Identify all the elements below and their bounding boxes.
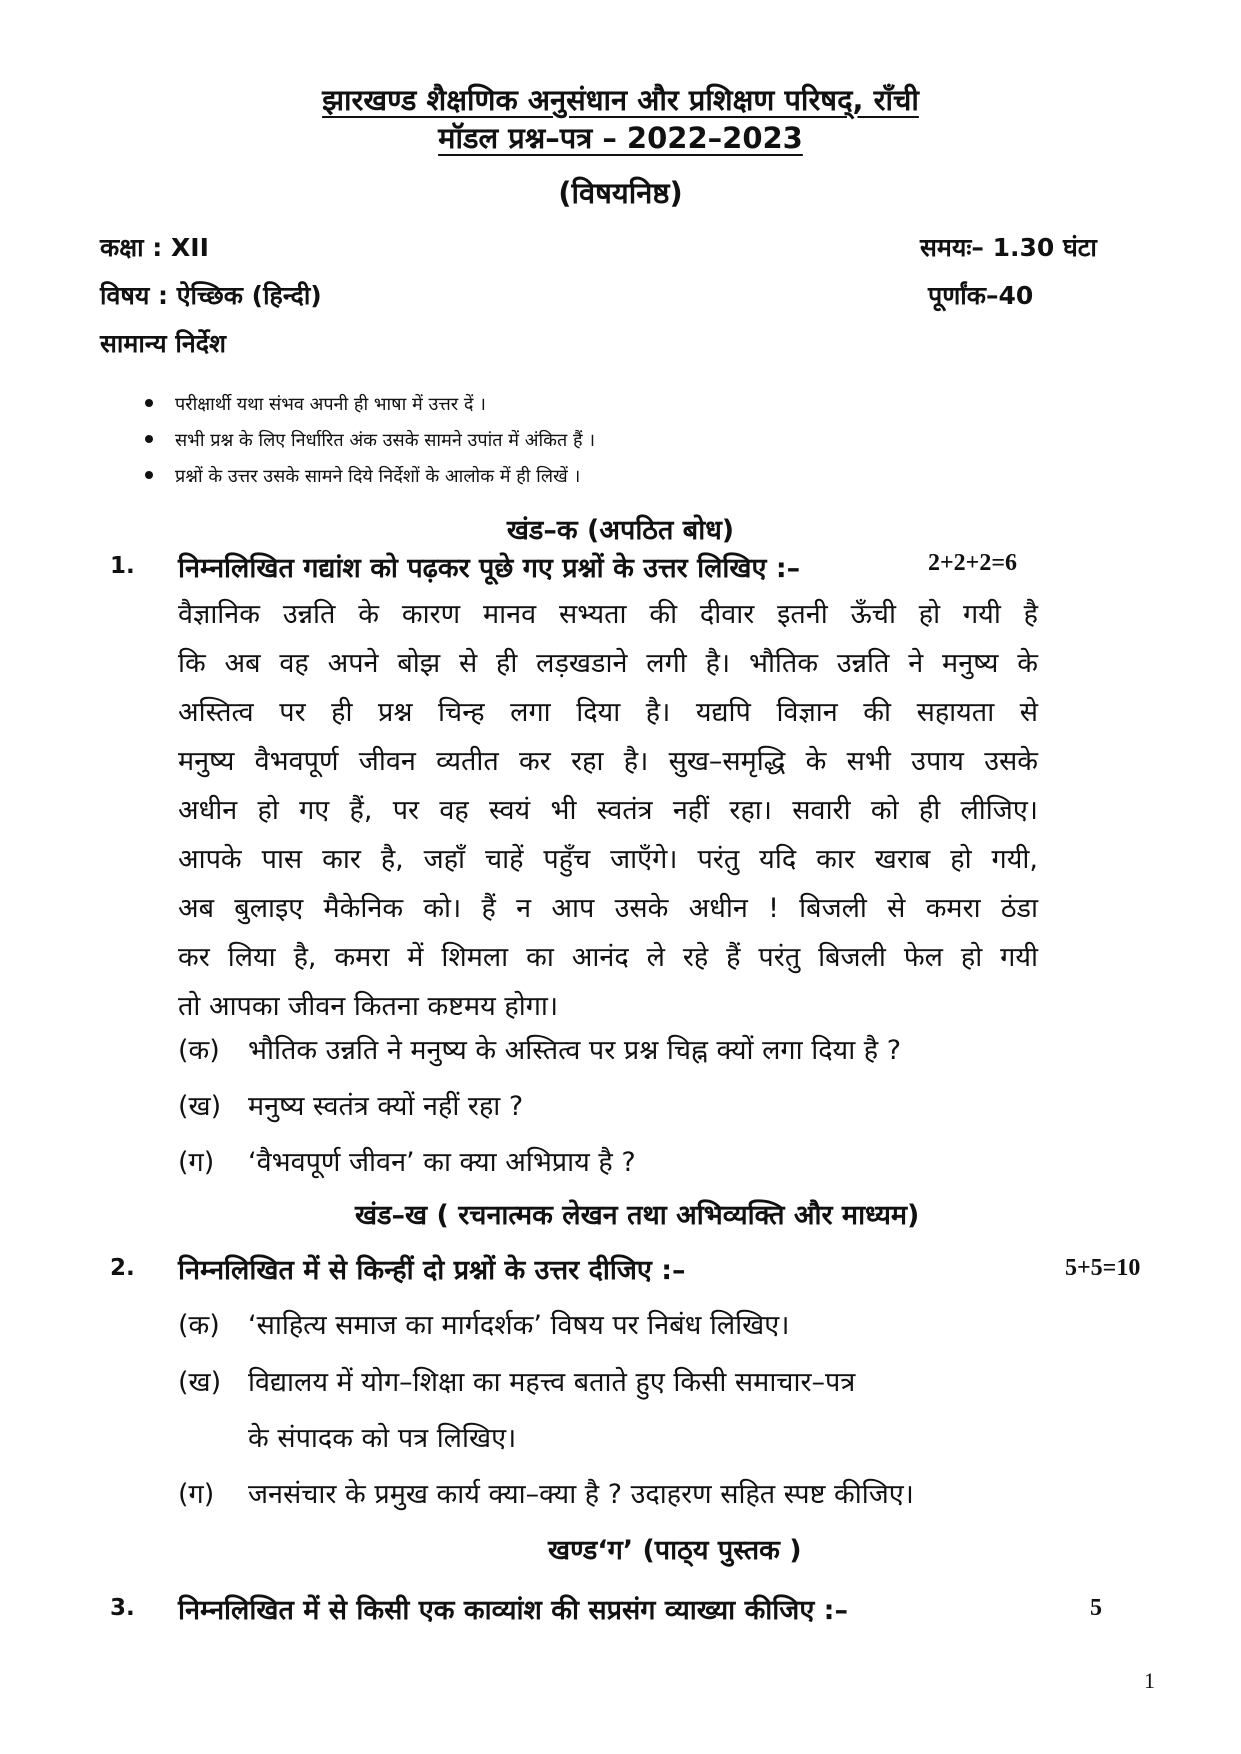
subquestion-text: ‘वैभवपूर्ण जीवन’ का क्या अभिप्राय है ? (248, 1147, 636, 1178)
bullet-icon (145, 435, 153, 443)
subquestion-text: भौतिक उन्नति ने मनुष्य के अस्तित्व पर प्रश्न चिह्न क्यों लगा दिया है ? (248, 1035, 902, 1066)
question-1-number: 1. (110, 553, 135, 579)
time-label: समयः– 1.30 घंटा (920, 233, 1097, 262)
question-2-number: 2. (110, 1255, 135, 1281)
subquestion-1a (178, 1030, 901, 1067)
marks-label: पूर्णांक–40 (928, 281, 1034, 310)
subquestion-text: मनुष्य स्वतंत्र क्यों नहीं रहा ? (248, 1091, 524, 1122)
subquestion-text: जनसंचार के प्रमुख कार्य क्या–क्या है ? उदाहरण सहित स्पष्ट कीजिए। (248, 1479, 914, 1510)
passage-line: कर लिया है, कमरा में शिमला का आनंद ले रहे हैं परंतु बिजली फेल हो गयी (178, 942, 1038, 973)
instruction-item: परीक्षार्थी यथा संभव अपनी ही भाषा में उत्तर दें । (145, 392, 486, 416)
subquestion-1b (178, 1086, 523, 1123)
bullet-icon (145, 399, 153, 407)
passage (178, 590, 1038, 1031)
instruction-item: सभी प्रश्न के लिए निर्धारित अंक उसके सामने उपांत में अंकित हैं । (145, 428, 595, 452)
question-1-marks: 2+2+2=6 (928, 550, 1018, 576)
question-2-marks: 5+5=10 (1065, 1255, 1141, 1281)
subquestion-label: (ग) (178, 1479, 215, 1510)
subquestion-label: (क) (178, 1310, 220, 1341)
subquestion-2b (178, 1362, 855, 1399)
question-3-marks: 5 (1090, 1595, 1102, 1621)
paper-type: (विषयनिष्ठ) (558, 176, 683, 210)
passage-line: तो आपका जीवन कितना कष्टमय होगा। (178, 991, 559, 1022)
instructions-title: सामान्य निर्देश (100, 329, 227, 358)
passage-line: मनुष्य वैभवपूर्ण जीवन व्यतीत कर रहा है। सुख–समृद्धि के सभी उपाय उसके (178, 746, 1038, 777)
subquestion-2b-continued: के संपादक को पत्र लिखिए। (248, 1423, 517, 1454)
subquestion-label: (ख) (178, 1091, 222, 1122)
passage-line: अधीन हो गए हैं, पर वह स्वयं भी स्वतंत्र नहीं रहा। सवारी को ही लीजिए। (178, 795, 1038, 826)
question-1-text: निम्नलिखित गद्यांश को पढ़कर पूछे गए प्रश्नों के उत्तर लिखिए :– (178, 553, 801, 584)
council-title: झारखण्ड शैक्षणिक अनुसंधान और प्रशिक्षण परिषद्, राँची (322, 83, 919, 117)
page-number: 1 (1144, 1668, 1155, 1693)
question-2-text: निम्नलिखित में से किन्हीं दो प्रश्नों के उत्तर दीजिए :– (178, 1255, 686, 1286)
subquestion-2a (178, 1305, 789, 1342)
section-c-title: खण्ड‘ग’ (पाठ्‌य पुस्तक ) (548, 1535, 802, 1566)
paper-title: मॉडल प्रश्न–पत्र – 2022–2023 (438, 121, 803, 155)
question-3-text: निम्नलिखित में से किसी एक काव्यांश की सप्रसंग व्याख्या कीजिए :– (178, 1595, 848, 1626)
passage-line: अब बुलाइए मैकेनिक को। हैं न आप उसके अधीन ! बिजली से कमरा ठंडा (178, 893, 1038, 924)
section-a-title: खंड–क (अपठित बोध) (506, 515, 735, 546)
section-b-title: खंड–ख ( रचनात्मक लेखन तथा अभिव्यक्ति और माध्यम) (355, 1200, 920, 1231)
passage-line: आपके पास कार है, जहाँ चाहें पहुँच जाएँगे। परंतु यदि कार खराब हो गयी, (178, 844, 1038, 875)
class-label: कक्षा : XII (100, 233, 209, 262)
instruction-item: प्रश्नों के उत्तर उसके सामने दिये निर्देशों के आलोक में ही लिखें । (145, 464, 580, 488)
passage-line: कि अब वह अपने बोझ से ही लड़खडाने लगी है। भौतिक उन्नति ने मनुष्य के (178, 648, 1038, 679)
subquestion-label: (क) (178, 1035, 220, 1066)
subquestion-1c (178, 1142, 636, 1179)
bullet-icon (145, 471, 153, 479)
subquestion-text: विद्यालय में योग–शिक्षा का महत्त्व बताते हुए किसी समाचार–पत्र (248, 1367, 856, 1398)
passage-line: वैज्ञानिक उन्नति के कारण मानव सभ्यता की दीवार इतनी ऊँची हो गयी है (178, 599, 1038, 630)
subquestion-text: ‘साहित्य समाज का मार्गदर्शक’ विषय पर निबंध लिखिए। (248, 1310, 790, 1341)
passage-line: अस्तित्व पर ही प्रश्न चिन्ह लगा दिया है। यद्यपि विज्ञान की सहायता से (178, 697, 1038, 728)
subquestion-2c (178, 1474, 914, 1511)
question-3-number: 3. (110, 1595, 135, 1621)
subject-label: विषय : ऐच्छिक (हिन्दी) (100, 281, 322, 310)
subquestion-label: (ख) (178, 1367, 222, 1398)
subquestion-label: (ग) (178, 1147, 215, 1178)
